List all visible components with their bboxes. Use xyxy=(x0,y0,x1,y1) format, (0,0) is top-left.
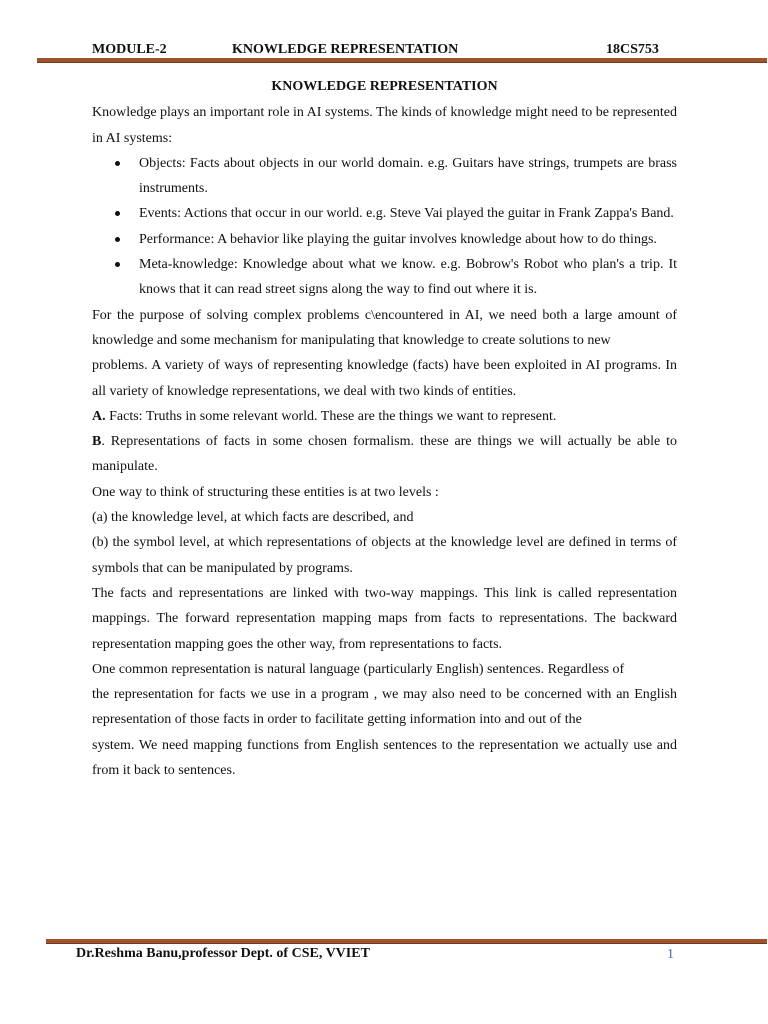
levels-intro: One way to think of structuring these entities is at two levels : xyxy=(92,484,439,500)
item-b-label: B xyxy=(92,434,102,450)
paragraph-mapping-functions: system. We need mapping functions from English sentences to the representation we actually use and from it back to sentences. xyxy=(92,737,677,779)
item-a-text: Facts: Truths in some relevant world. These are the things we want to represent. xyxy=(105,408,557,424)
list-item-text: Objects: Facts about objects in our world domain. e.g. Guitars have strings, trumpets are brass instruments. xyxy=(139,155,677,197)
paragraph-mappings: The facts and representations are linked with two-way mappings. This link is called representation mappings. The forward representation mapping maps from facts to representations. The backward representation mapping goes the other way, from representations to facts. xyxy=(92,585,677,652)
item-b xyxy=(92,429,677,480)
footer-author: Dr.Reshma Banu,professor Dept. of CSE, VVIET xyxy=(76,946,370,961)
list-item xyxy=(92,201,677,226)
item-b-text: . Representations of facts in some chosen formalism. these are things we will actually be able to manipulate. xyxy=(92,434,677,475)
header-course-code: 18CS753 xyxy=(606,42,659,57)
header-rule xyxy=(37,58,767,63)
bullet-icon xyxy=(115,211,120,216)
page-number: 1 xyxy=(667,947,674,962)
level-b: (b) the symbol level, at which representations of objects at the knowledge level are defined in terms of symbols that can be manipulated by programs. xyxy=(92,535,677,576)
list-item xyxy=(92,151,677,202)
bullet-icon xyxy=(115,262,120,267)
list-item-text: Meta-knowledge: Knowledge about what we know. e.g. Bobrow's Robot who plan's a trip. It knows that it can read street signs along the way to find out where it is. xyxy=(139,257,677,298)
item-a-label: A. xyxy=(92,408,106,424)
list-item-text: Performance: A behavior like playing the guitar involves knowledge about how to do things. xyxy=(139,231,657,247)
paragraph-representation-ways: problems. A variety of ways of representing knowledge (facts) have been exploited in AI programs. In all variety of knowledge representations, we deal with two kinds of entities. xyxy=(92,358,677,399)
footer-rule xyxy=(46,939,767,944)
intro-paragraph: Knowledge plays an important role in AI systems. The kinds of knowledge might need to be represented in AI systems: xyxy=(92,105,677,146)
document-title: KNOWLEDGE REPRESENTATION xyxy=(271,79,498,94)
header-module: MODULE-2 xyxy=(92,42,167,57)
document-body xyxy=(92,74,677,783)
header-title: KNOWLEDGE REPRESENTATION xyxy=(232,42,459,57)
level-a: (a) the knowledge level, at which facts are described, and xyxy=(92,510,414,526)
paragraph-complex-problems: For the purpose of solving complex problems c\encountered in AI, we need both a large amount of knowledge and some mechanism for manipulating that knowledge to create solutions to new xyxy=(92,307,677,348)
bullet-icon xyxy=(115,161,120,166)
bullet-icon xyxy=(115,237,120,242)
list-item xyxy=(92,252,677,303)
list-item xyxy=(92,227,677,252)
paragraph-natural-language: One common representation is natural language (particularly English) sentences. Regardless of xyxy=(92,661,625,677)
paragraph-english-representation: the representation for facts we use in a program , we may also need to be concerned with an English representation of those facts in order to facilitate getting information into and out of the xyxy=(92,687,677,728)
knowledge-kinds-list xyxy=(92,151,677,303)
item-a xyxy=(92,404,677,429)
list-item-text: Events: Actions that occur in our world. e.g. Steve Vai played the guitar in Frank Zappa's Band. xyxy=(139,206,674,222)
